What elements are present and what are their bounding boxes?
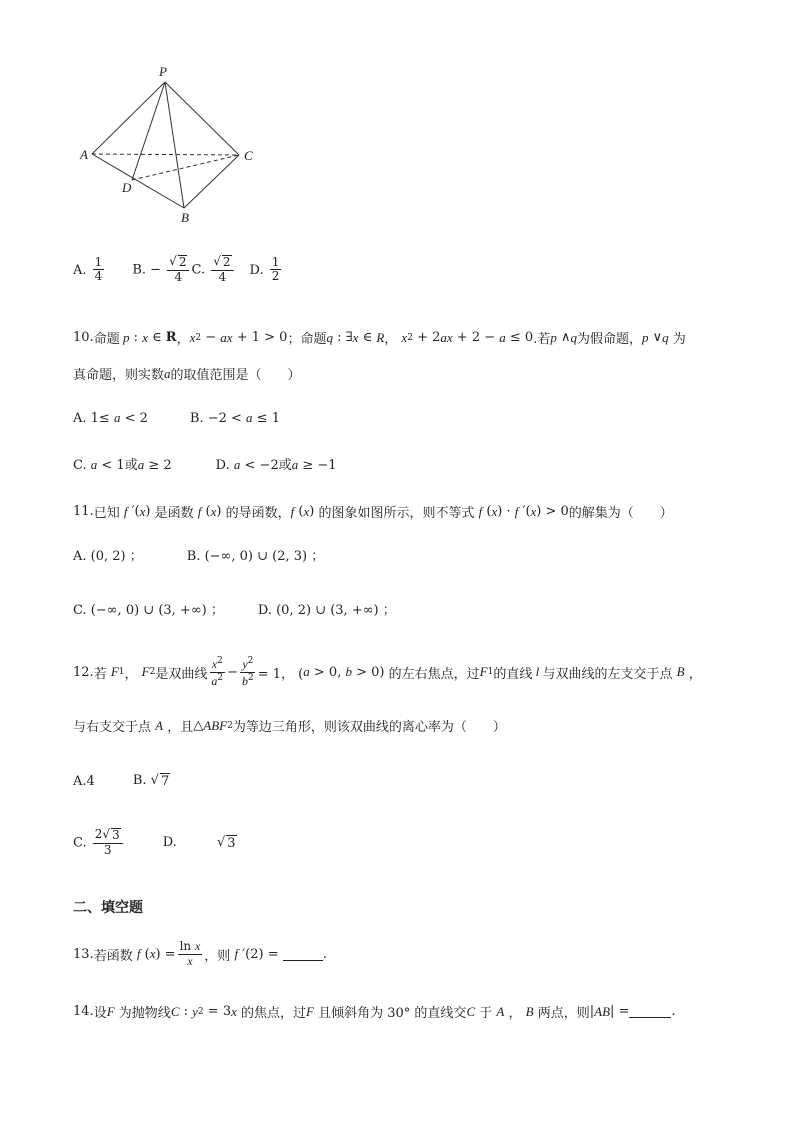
- q9-option-c[interactable]: C. √ 2 4: [191, 255, 235, 285]
- q9-option-a[interactable]: A. $\frac{1}{4}$: [73, 254, 103, 284]
- label-a: A: [80, 147, 88, 162]
- q10-option-b[interactable]: B. −2 < a ≤ 1: [189, 410, 280, 426]
- q9-option-b[interactable]: B. − √ 2 4: [132, 255, 191, 285]
- q10-stem-line1: 10. 命题 p : x ∈ R ， x 2 − ax + 1 > 0 ；命题 q : ∃ x ∈ R ， x 2 + 2 ax + 2 − a ≤ 0 .若 p ∧ q 为假命题， p ∨ q 为: [73, 329, 686, 347]
- q10-options-row1: [73, 410, 280, 426]
- q14-stem: 14. 设 F 为抛物线 C : y 2 = 3 x 的焦点，过 F 且倾斜角为 30° 的直线交 C 于 A ， B 两点，则 | AB | = .: [73, 1003, 676, 1021]
- label-c: C: [244, 148, 253, 163]
- q12-option-a[interactable]: A.4: [73, 773, 95, 789]
- q10-options-row2: [73, 454, 337, 473]
- q12-option-b[interactable]: B. √ 7: [132, 773, 170, 789]
- q13-answer-blank[interactable]: [283, 948, 323, 961]
- q13-stem: 13. 若函数 f ( x ) = $\frac{\text{ln x}}{x}$ ，则 f ′(2) = .: [73, 939, 327, 968]
- q11-option-d[interactable]: D. (0, 2) ∪ (3, +∞) ；: [257, 603, 396, 618]
- q12-option-c[interactable]: C. 2√ 3 3: [73, 828, 125, 858]
- q12-options-row1: [73, 773, 170, 789]
- q10-option-c[interactable]: C. a < 1或a ≥ 2: [73, 457, 172, 473]
- label-b: B: [181, 210, 189, 225]
- q12-stem-line2: 与右支交于点 A ，且 △ ABF 2 为等边三角形，则该双曲线的离心率为（ ）: [73, 717, 506, 735]
- section-heading: 二、填空题: [73, 900, 143, 916]
- q11-options-row1: [73, 545, 324, 564]
- q11-option-c[interactable]: C. (−∞, 0) ∪ (3, +∞) ；: [73, 603, 224, 618]
- q9-options: [73, 255, 283, 285]
- q12-stem-line1: 12. 若 F 1 ， F 2 是双曲线 $\frac{x^2}{a^2}$ − $\frac{y^2}{b^2}$ = 1， ( a > 0, b > 0) 的左右焦点，过 F 1 的直线 l 与双曲线的左支交于点 B ，: [73, 656, 702, 688]
- label-p: P: [159, 64, 167, 79]
- q10-stem-line2: 真命题，则实数 a 的取值范围是（ ）: [73, 365, 301, 383]
- q10-option-a[interactable]: A. 1≤ a < 2: [73, 410, 148, 426]
- label-d: D: [122, 180, 132, 195]
- q11-option-a[interactable]: A. (0, 2) ；: [73, 549, 143, 564]
- q9-option-d[interactable]: D. $\frac{1}{2}$: [249, 254, 280, 284]
- q14-answer-blank[interactable]: [629, 1005, 671, 1018]
- q12-option-d[interactable]: D. √ 3: [162, 834, 236, 851]
- q11-options-row2: [73, 599, 396, 618]
- q12-options-row2: [73, 828, 237, 858]
- q10-option-d[interactable]: D. a < −2或a ≥ −1: [215, 457, 337, 473]
- q11-stem: 11. 已知 f ′( x ) 是函数 f ( x ) 的导函数， f ( x ) 的图象如图所示，则不等式 f ( x ) · f ′( x ) > 0 的解集为（ ）: [73, 503, 673, 521]
- q11-option-b[interactable]: B. (−∞, 0) ∪ (2, 3) ；: [186, 549, 325, 564]
- tetrahedron-figure: [70, 60, 280, 230]
